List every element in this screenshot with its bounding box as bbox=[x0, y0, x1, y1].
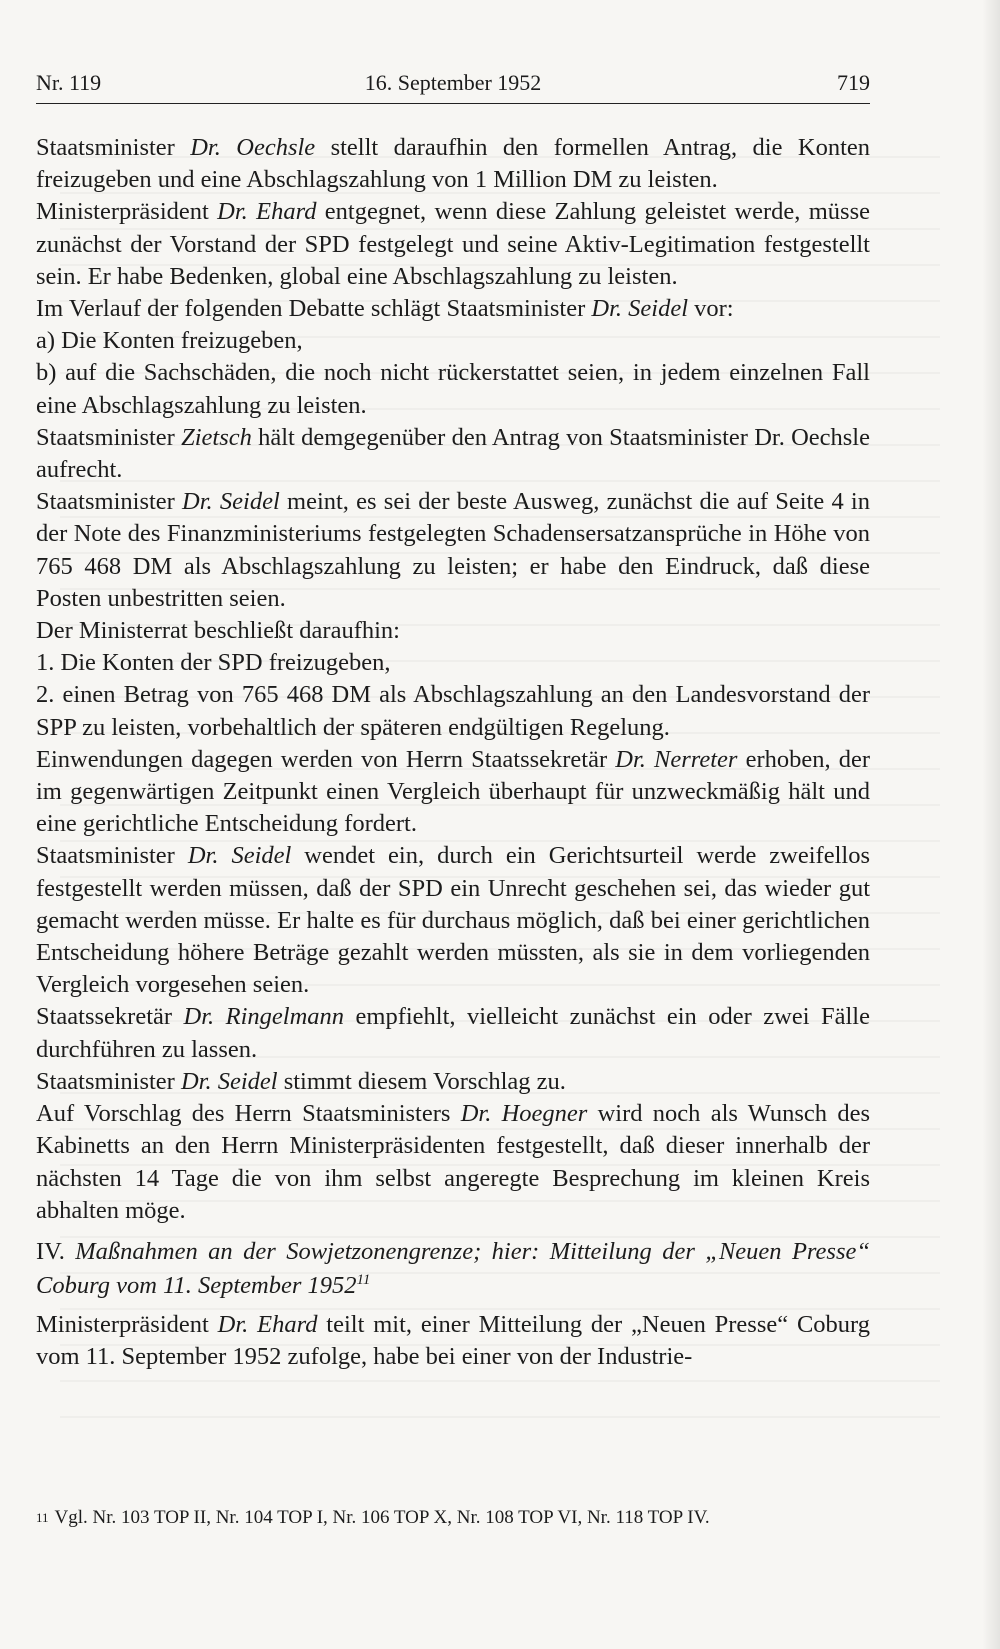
paragraph: Staatsminister Zietsch hält demgegenüber den Antrag von Staatsminister Dr. Oechsle aufrecht. bbox=[36, 423, 870, 484]
speaker-name: Zietsch bbox=[181, 423, 252, 451]
page-edge-shadow bbox=[982, 0, 1000, 1649]
speaker-name: Dr. Ehard bbox=[217, 198, 317, 226]
document-number: Nr. 119 bbox=[36, 70, 102, 95]
paragraph: Auf Vorschlag des Herrn Staatsministers Dr. Hoegner wird noch als Wunsch des Kabinetts an den Herrn Ministerpräsidenten festgestellt, daß dieser innerhalb der nächsten 14 Tage die von ihm selbst angeregte Besprechung im kleinen Kreis abhalten möge. bbox=[36, 1100, 870, 1224]
header-rule bbox=[36, 103, 870, 104]
agenda-title: Maßnahmen an der Sowjetzonengrenze; hier: Mitteilung der „Neuen Presse“ Coburg vom 11. September 1952 bbox=[36, 1237, 870, 1299]
speaker-name: Dr. Seidel bbox=[180, 1067, 278, 1095]
footnote-ref: 11 bbox=[356, 1271, 371, 1288]
speaker-name: Dr. Oechsle bbox=[190, 134, 316, 161]
speaker-name: Dr. Seidel bbox=[187, 842, 292, 870]
list-item: 2. einen Betrag von 765 468 DM als Abschlagszahlung an den Landesvorstand der SPP zu leisten, vorbehaltlich der späteren endgültigen Regelung. bbox=[36, 681, 870, 741]
page-number: 719 bbox=[837, 70, 870, 95]
footnote bbox=[36, 1505, 870, 1531]
agenda-number: IV. bbox=[36, 1237, 65, 1265]
footnote-number: 11 bbox=[36, 1510, 49, 1525]
list-item: b) auf die Sachschäden, die noch nicht rückerstattet seien, in jedem einzelnen Fall eine Abschlagszahlung zu leisten. bbox=[36, 359, 870, 419]
paragraph: Der Ministerrat beschließt daraufhin: bbox=[36, 617, 400, 645]
body-text bbox=[36, 132, 870, 1373]
footnote-text: Vgl. Nr. 103 TOP II, Nr. 104 TOP I, Nr. 106 TOP X, Nr. 108 TOP VI, Nr. 118 TOP IV. bbox=[54, 1507, 710, 1528]
paragraph: Staatsminister Dr. Oechsle stellt daraufhin den formellen Antrag, die Konten freizugeben und eine Abschlagszahlung von 1 Million DM zu leisten. bbox=[36, 134, 871, 194]
list-item: a) Die Konten freizugeben, bbox=[36, 327, 303, 355]
speaker-name: Dr. Ehard bbox=[217, 1310, 318, 1338]
paragraph: Staatssekretär Dr. Ringelmann empfiehlt, vielleicht zunächst ein oder zwei Fälle durchführen zu lassen. bbox=[36, 1003, 870, 1063]
paragraph: Ministerpräsident Dr. Ehard teilt mit, einer Mitteilung der „Neuen Presse“ Coburg vom 11. September 1952 zufolge, habe bei einer von der Industrie- bbox=[36, 1310, 871, 1371]
paragraph: Einwendungen dagegen werden von Herrn Staatssekretär Dr. Nerreter erhoben, der im gegenwärtigen Zeitpunkt einen Vergleich überhaupt für unzweckmäßig hält und eine gerichtliche Entscheidung fordert. bbox=[36, 745, 870, 838]
paragraph: Staatsminister Dr. Seidel wendet ein, durch ein Gerichtsurteil werde zweifellos festgestellt werden müssen, daß der SPD ein Unrecht geschehen sei, das wieder gut gemacht werden müsse. Er halte es für durchaus möglich, daß bei einer gerichtlichen Entscheidung höhere Beträge gezahlt werden müssten, als sie in dem vorliegenden Vergleich vorgesehen seien. bbox=[36, 842, 870, 999]
paragraph: Staatsminister Dr. Seidel meint, es sei der beste Ausweg, zunächst die auf Seite 4 in der Note des Finanzministeriums festgelegten Schadensersatzansprüche in Höhe von 765 468 DM als Abschlagszahlung zu leisten; er habe den Eindruck, daß diese Posten unbestritten seien. bbox=[36, 488, 870, 612]
list-item: 1. Die Konten der SPD freizugeben, bbox=[36, 649, 391, 677]
paragraph: Im Verlauf der folgenden Debatte schlägt Staatsminister Dr. Seidel vor: bbox=[36, 295, 734, 323]
speaker-name: Dr. Nerreter bbox=[615, 745, 738, 773]
agenda-item-heading bbox=[36, 1235, 870, 1303]
speaker-name: Dr. Ringelmann bbox=[183, 1003, 345, 1031]
running-header bbox=[36, 68, 870, 104]
speaker-name: Dr. Hoegner bbox=[460, 1100, 588, 1128]
paragraph: Ministerpräsident Dr. Ehard entgegnet, wenn diese Zahlung geleistet werde, müsse zunächst der Vorstand der SPD festgelegt und seine Aktiv-Legitimation festgestellt sein. Er habe Bedenken, global eine Abschlagszahlung zu leisten. bbox=[36, 198, 871, 290]
header-date: 16. September 1952 bbox=[364, 70, 542, 95]
speaker-name: Dr. Seidel bbox=[591, 295, 689, 323]
speaker-name: Dr. Seidel bbox=[182, 488, 280, 516]
paragraph: Staatsminister Dr. Seidel stimmt diesem Vorschlag zu. bbox=[36, 1067, 566, 1095]
